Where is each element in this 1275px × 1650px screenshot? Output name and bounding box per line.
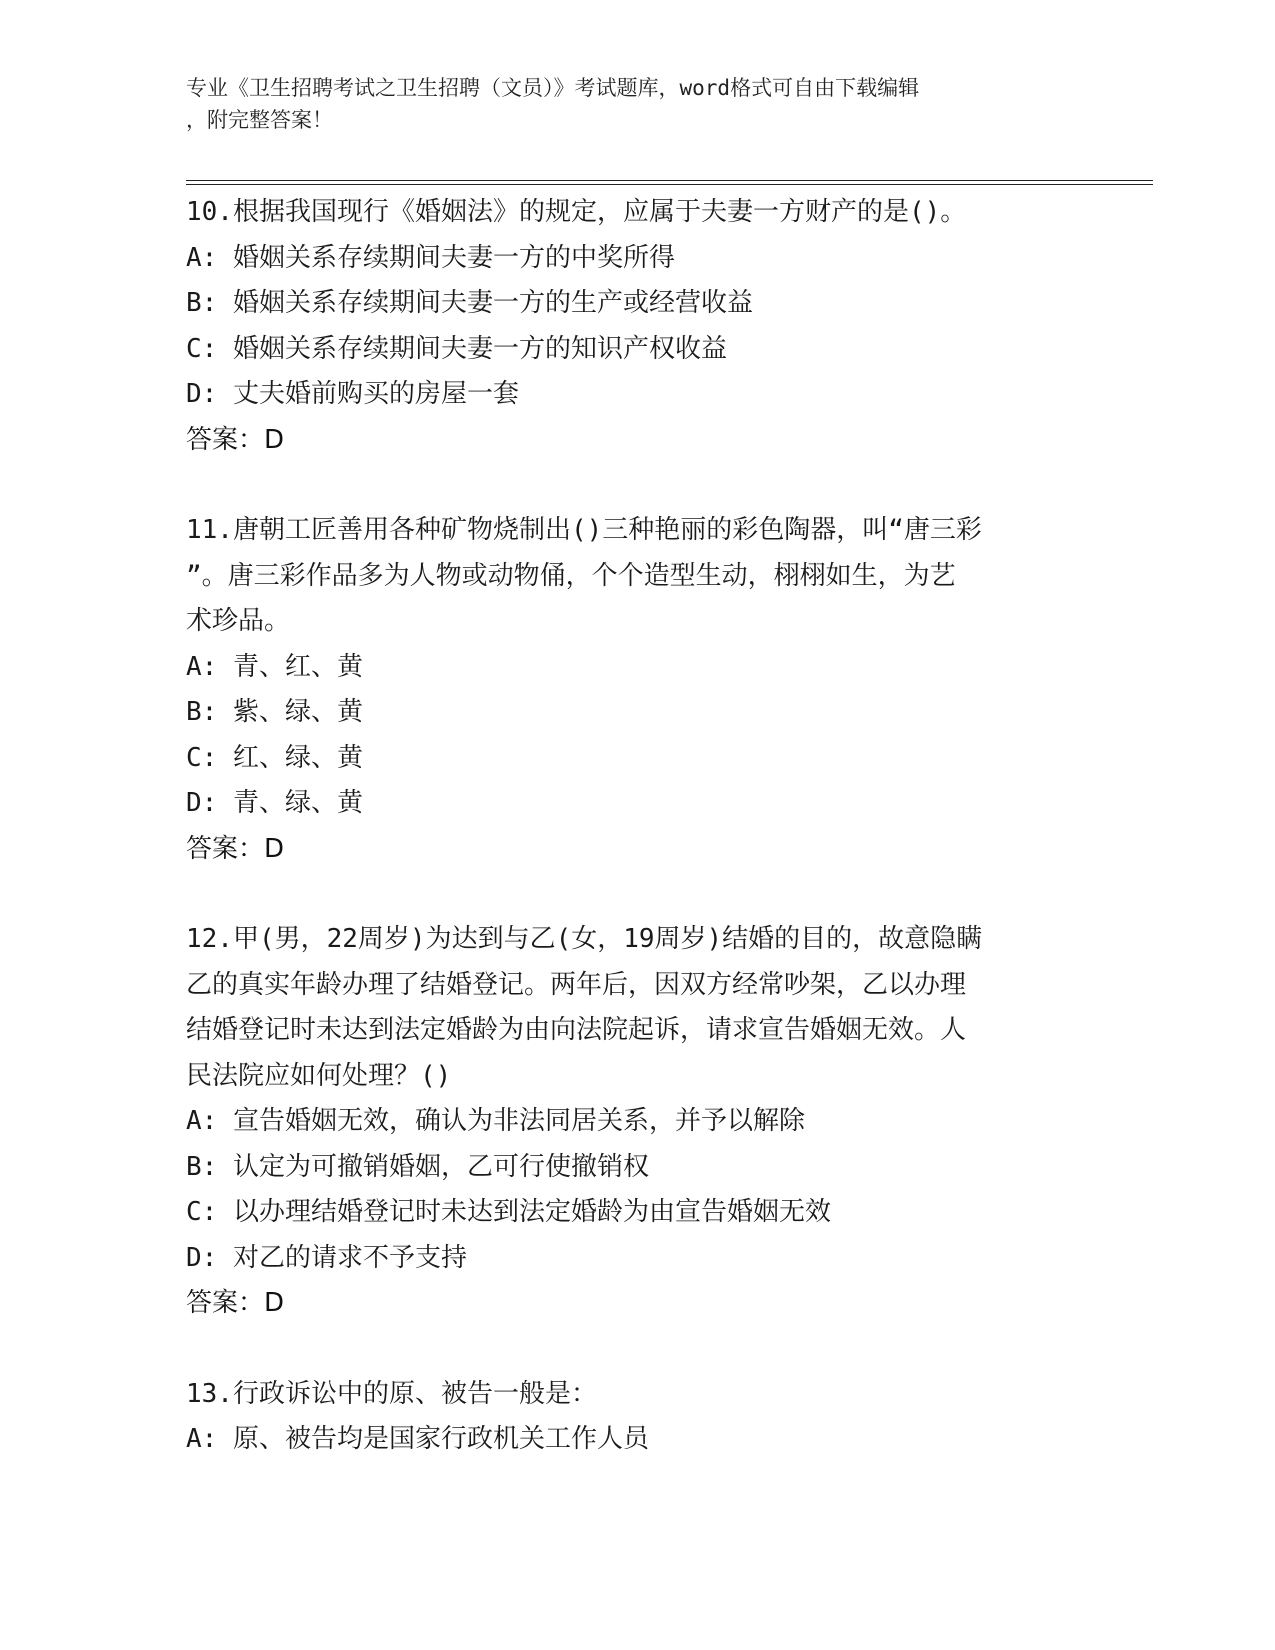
question-stem: 13.行政诉讼中的原、被告一般是： (186, 1378, 597, 1409)
question-stem: 结婚登记时未达到法定婚龄为由向法院起诉，请求宣告婚姻无效。人 (186, 1015, 967, 1045)
header-line-1: 专业《卫生招聘考试之卫生招聘（文员）》考试题库，word格式可自由下载编辑 (186, 76, 920, 100)
question-stem: 民法院应如何处理？() (186, 1060, 452, 1091)
option-b: B: 认定为可撤销婚姻，乙可行使撤销权 (186, 1151, 649, 1182)
header-divider-bottom (186, 184, 1153, 185)
header-divider-top (186, 180, 1153, 181)
question-stem: 乙的真实年龄办理了结婚登记。两年后，因双方经常吵架，乙以办理 (186, 969, 967, 1000)
option-a: A: 青、红、黄 (186, 651, 363, 682)
answer: 答案：D (186, 1288, 285, 1318)
header-line-2: ，附完整答案！ (186, 108, 333, 132)
option-b: B: 紫、绿、黄 (186, 697, 363, 727)
question-13 (186, 1372, 1086, 1463)
question-stem: 10.根据我国现行《婚姻法》的规定，应属于夫妻一方财产的是()。 (186, 197, 967, 227)
option-d: D: 丈夫婚前购买的房屋一套 (186, 379, 519, 409)
answer: 答案：D (186, 833, 285, 864)
option-c: C: 以办理结婚登记时未达到法定婚龄为由宣告婚姻无效 (186, 1197, 831, 1227)
question-list (186, 190, 1086, 1508)
document-header (186, 72, 1076, 136)
answer: 答案：D (186, 424, 285, 455)
question-10 (186, 190, 1086, 463)
question-11 (186, 508, 1086, 872)
option-a: A: 婚姻关系存续期间夫妻一方的中奖所得 (186, 242, 675, 273)
option-d: D: 对乙的请求不予支持 (186, 1242, 467, 1273)
option-a: A: 原、被告均是国家行政机关工作人员 (186, 1424, 649, 1454)
option-b: B: 婚姻关系存续期间夫妻一方的生产或经营收益 (186, 288, 753, 318)
question-12 (186, 917, 1086, 1327)
question-stem: 11.唐朝工匠善用各种矿物烧制出()三种艳丽的彩色陶器，叫“唐三彩 (186, 515, 982, 545)
option-c: C: 红、绿、黄 (186, 742, 363, 773)
question-stem: ”。唐三彩作品多为人物或动物俑，个个造型生动，栩栩如生，为艺 (186, 560, 956, 591)
question-stem: 术珍品。 (186, 606, 291, 636)
option-d: D: 青、绿、黄 (186, 788, 363, 818)
question-stem: 12.甲(男，22周岁)为达到与乙(女，19周岁)结婚的目的，故意隐瞒 (186, 924, 983, 954)
option-a: A: 宣告婚姻无效，确认为非法同居关系，并予以解除 (186, 1106, 805, 1136)
option-c: C: 婚姻关系存续期间夫妻一方的知识产权收益 (186, 333, 727, 364)
